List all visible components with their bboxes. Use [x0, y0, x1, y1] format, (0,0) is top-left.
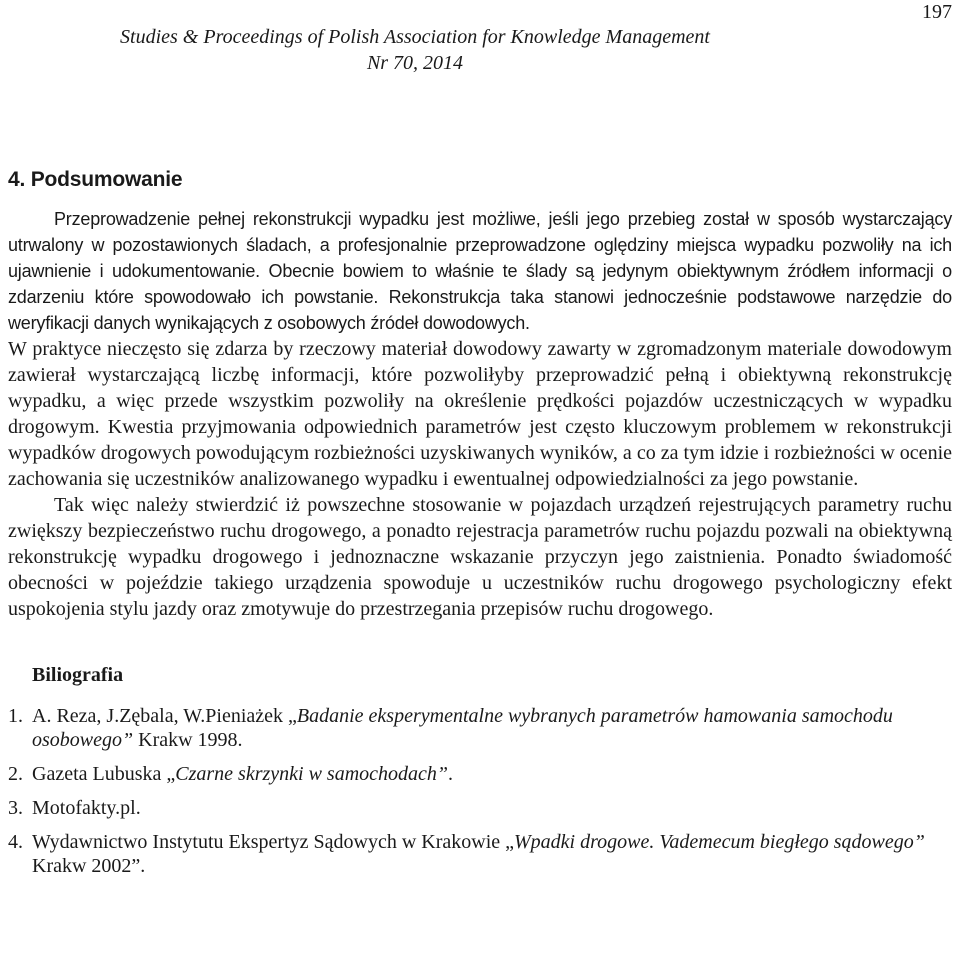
bibliography-item: [8, 830, 952, 878]
bibliography-item-title: Badanie eksperymentalne wybranych parametrów hamowania samochodu osobowego”: [32, 705, 893, 751]
bibliography-item-number: 2.: [8, 763, 23, 785]
journal-title: Studies & Proceedings of Polish Association for Knowledge Management: [120, 26, 710, 48]
bibliography-item-authors: A. Reza, J.Zębala, W.Pieniażek „: [32, 705, 297, 727]
bibliography-list: [8, 704, 952, 878]
bibliography-item-title: Wpadki drogowe. Vademecum biegłego sądowego”: [514, 831, 925, 853]
running-header: [0, 24, 960, 76]
bibliography-item-authors: Wydawnictwo Instytutu Ekspertyz Sądowych w Krakowie „: [32, 831, 515, 853]
bibliography-item: [8, 796, 952, 820]
bibliography-item-title: Czarne skrzynki w samochodach”: [175, 763, 449, 785]
bibliography-item: [8, 762, 952, 786]
section-heading: 4. Podsumowanie: [8, 168, 183, 191]
journal-issue: Nr 70, 2014: [366, 52, 464, 74]
bibliography-heading: Biliografia: [32, 664, 124, 686]
bibliography-item-source: Motofakty.pl.: [32, 797, 141, 819]
bibliography-item-publication: .: [448, 763, 454, 785]
bibliography-item-number: 4.: [8, 831, 23, 853]
bibliography-item-number: 1.: [8, 705, 23, 727]
page-content: [8, 166, 952, 888]
bibliography-item: [8, 704, 952, 752]
paragraph-1: Przeprowadzenie pełnej rekonstrukcji wypadku jest możliwe, jeśli jego przebieg został w sposób wystarczający utrwalony w pozostawionych śladach, a profesjonalnie przeprowadzone oględziny miejsca wypadku pozwoliły na ich ujawnienie i udokumentowanie. Obecnie bowiem to właśnie te ślady są jedynym obiektywnym źródłem informacji o zdarzeniu które spowodowało ich powstanie. Rekonstrukcja taka stanowi jednocześnie podstawowe narzędzie do weryfikacji danych wynikających z osobowych źródeł dowodowych.: [8, 209, 952, 333]
page-number: 197: [922, 1, 952, 23]
paragraph-3: Tak więc należy stwierdzić iż powszechne stosowanie w pojazdach urządzeń rejestrujących parametry ruchu zwiększy bezpieczeństwo ruchu drogowego, a ponadto rejestracja parametrów ruchu pojazdu pozwali na obiektywną rekonstrukcję wypadku drogowego i jednoznaczne wskazanie przyczyn jego zaistnienia. Ponadto świadomość obecności w pojeździe takiego urządzenia spowoduje u uczestników ruchu drogowego psychologiczny efekt uspokojenia stylu jazdy oraz zmotywuje do przestrzegania przepisów ruchu drogowego.: [8, 494, 952, 620]
bibliography-item-authors: Gazeta Lubuska „: [32, 763, 176, 785]
bibliography-item-publication: Krakw 2002”.: [32, 855, 146, 877]
bibliography-item-number: 3.: [8, 797, 23, 819]
paragraph-2: W praktyce nieczęsto się zdarza by rzeczowy materiał dowodowy zawarty w zgromadzonym materiale dowodowym zawierał wystarczającą liczbę informacji, które pozwoliłyby przeprowadzić pełną i obiektywną rekonstrukcję wypadku, a więc przede wszystkim pozwoliły na określenie prędkości pojazdów uczestniczących w wypadku drogowym. Kwestia przyjmowania odpowiednich parametrów jest często kluczowym problemem w rekonstrukcji wypadków drogowych powodującym rozbieżności uzyskiwanych wyników, a co za tym idzie i rozbieżności w ocenie zachowania się uczestników analizowanego wypadku i ewentualnej odpowiedzialności za jego powstanie.: [8, 338, 952, 490]
bibliography-item-publication: Krakw 1998.: [133, 729, 243, 751]
